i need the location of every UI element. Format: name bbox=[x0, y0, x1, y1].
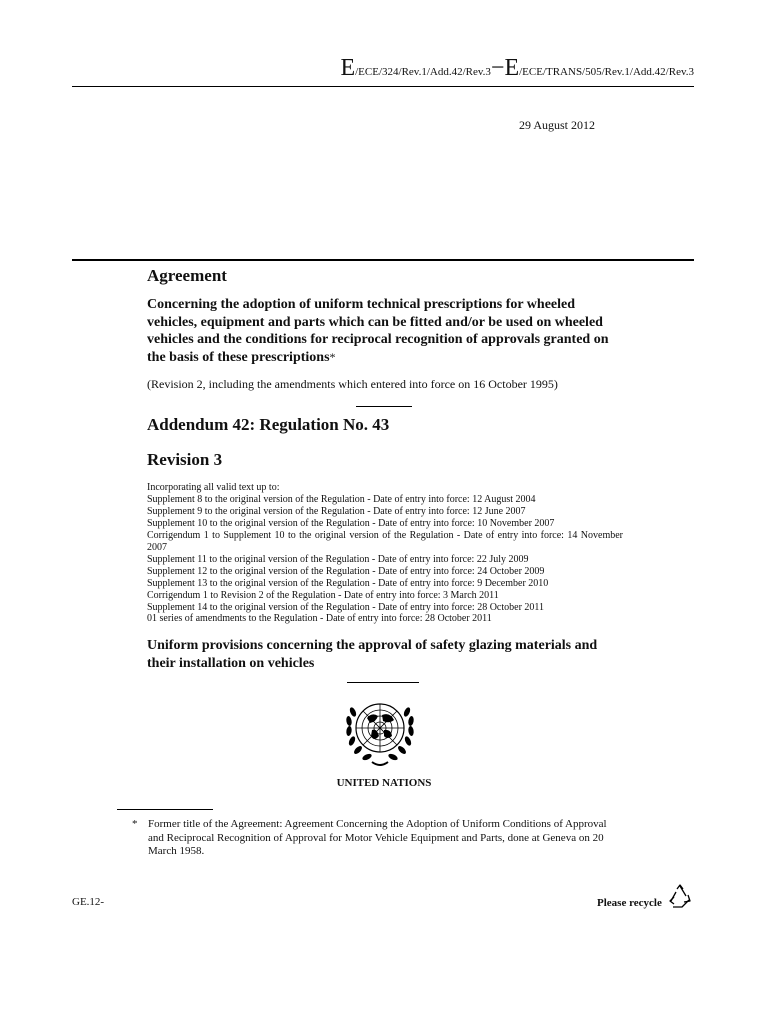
separator-rule bbox=[356, 406, 412, 407]
recycle-label: Please recycle bbox=[597, 897, 662, 909]
organization-name: UNITED NATIONS bbox=[336, 777, 432, 789]
list-item: Incorporating all valid text up to: bbox=[147, 482, 280, 493]
addendum-heading: Addendum 42: Regulation No. 43 bbox=[147, 415, 390, 434]
list-item: 01 series of amendments to the Regulation - Date of entry into force: 28 October 2011 bbox=[147, 613, 492, 625]
list-item: Corrigendum 1 to Supplement 10 to the original version of the Regulation - Date of entry into force: 14 November 2007 bbox=[147, 529, 623, 553]
footnote-marker: * bbox=[132, 818, 138, 830]
list-item: Corrigendum 1 to Revision 2 of the Regulation - Date of entry into force: 3 March 2011 bbox=[147, 589, 499, 601]
footnote-rule bbox=[117, 809, 213, 810]
list-item: Supplement 12 to the original version of the Regulation - Date of entry into force: 24 October 2009 bbox=[147, 565, 545, 577]
agreement-subtitle: Concerning the adoption of uniform technical prescriptions for wheeled vehicles, equipment and parts which can be fitted and/or be used on wheeled vehicles and the conditions for reciprocal recognition of approvals granted on the basis of these prescriptions* bbox=[147, 297, 609, 365]
list-item: Supplement 10 to the original version of the Regulation - Date of entry into force: 10 November 2007 bbox=[147, 517, 555, 529]
job-number: GE.12- bbox=[72, 896, 105, 908]
revision-heading: Revision 3 bbox=[147, 450, 223, 469]
title-rule bbox=[72, 259, 694, 261]
document-date: 29 August 2012 bbox=[518, 118, 595, 132]
supplements-list bbox=[147, 482, 623, 625]
footnote-text: Former title of the Agreement: Agreement Concerning the Adoption of Uniform Conditions of Approval and Reciprocal Recognition of Approval for Motor Vehicle Equipment and Parts, done at Geneva on 20 March 1958. bbox=[148, 818, 607, 857]
separator-rule bbox=[347, 682, 419, 683]
list-item: Supplement 9 to the original version of the Regulation - Date of entry into force: 12 June 2007 bbox=[147, 505, 526, 517]
footnote-reference: * bbox=[329, 349, 336, 364]
header-rule bbox=[72, 86, 694, 87]
list-item: Supplement 14 to the original version of the Regulation - Date of entry into force: 28 October 2011 bbox=[147, 601, 545, 613]
un-emblem-icon bbox=[336, 690, 424, 772]
regulation-title: Uniform provisions concerning the approval of safety glazing materials and their installation on vehicles bbox=[147, 638, 598, 671]
list-item: Supplement 8 to the original version of the Regulation - Date of entry into force: 12 August 2004 bbox=[147, 493, 536, 505]
recycle-icon bbox=[668, 884, 692, 910]
list-item: Supplement 11 to the original version of the Regulation - Date of entry into force: 22 July 2009 bbox=[147, 553, 529, 565]
list-item: Supplement 13 to the original version of the Regulation - Date of entry into force: 9 December 2010 bbox=[147, 577, 549, 589]
revision-note: (Revision 2, including the amendments which entered into force on 16 October 1995) bbox=[147, 377, 558, 391]
agreement-heading: Agreement bbox=[147, 266, 227, 285]
document-symbol: E/ECE/324/Rev.1/Add.42/Rev.3−E/ECE/TRANS/505/Rev.1/Add.42/Rev.3 bbox=[340, 55, 694, 81]
